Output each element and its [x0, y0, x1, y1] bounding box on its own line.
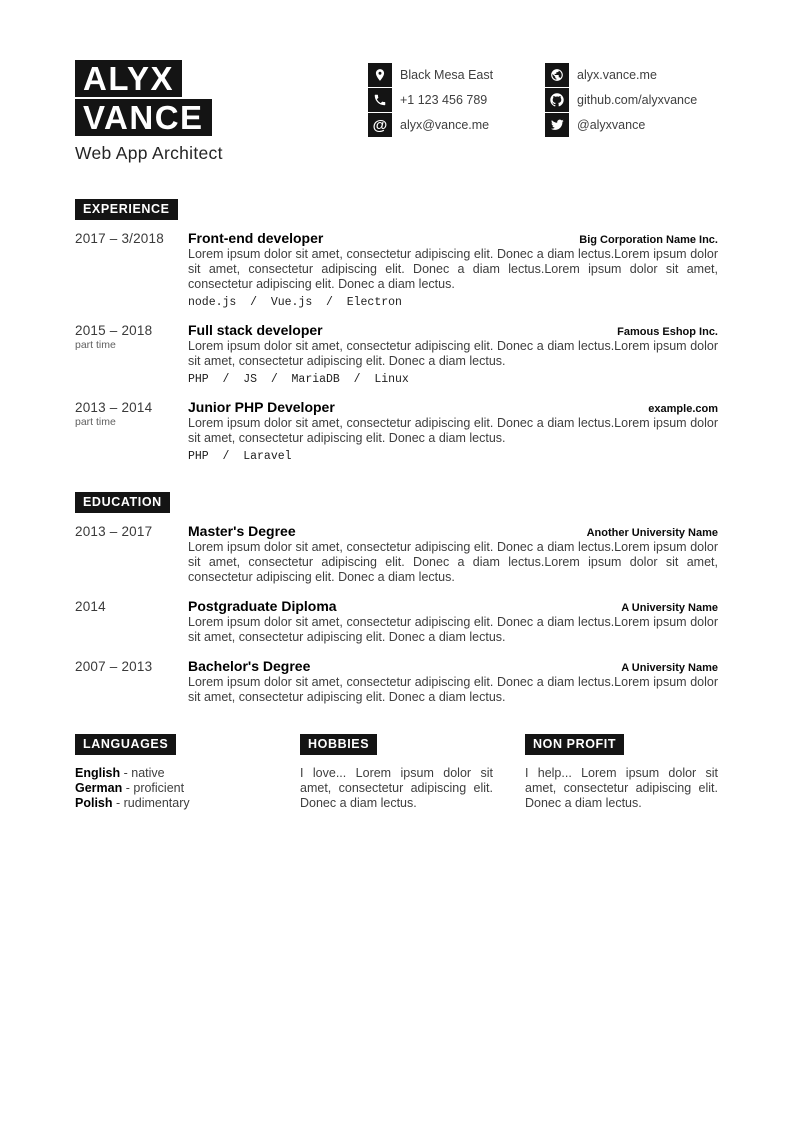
entry-skill-tags: PHP / JS / MariaDB / Linux — [188, 373, 409, 386]
last-name: VANCE — [75, 99, 212, 136]
entry-main — [188, 598, 718, 645]
twitter-text[interactable]: @alyxvance — [577, 118, 646, 132]
experience-entry — [75, 399, 718, 463]
bottom-sections — [75, 734, 718, 811]
nonprofit-section — [525, 734, 718, 811]
twitter-icon — [545, 113, 569, 137]
language-item — [75, 796, 268, 811]
entry-date-column — [75, 523, 188, 585]
website-text[interactable]: alyx.vance.me — [577, 68, 657, 82]
language-level: - native — [123, 766, 165, 780]
entry-description: Lorem ipsum dolor sit amet, consectetur adipiscing elit. Donec a diam lectus.Lorem ipsum dolor sit amet, consectetur adipiscing elit. Donec a diam lectus.Lorem ipsum dolor sit amet, consectetur adipiscing elit. Donec a diam lectus. — [188, 540, 718, 584]
entry-date: 2007 – 2013 — [75, 659, 153, 674]
language-name: English — [75, 766, 121, 780]
entry-date: 2015 – 2018 — [75, 323, 153, 338]
entry-date-column — [75, 322, 188, 386]
hobbies-section — [300, 734, 493, 811]
languages-list — [75, 766, 268, 811]
entry-description: Lorem ipsum dolor sit amet, consectetur adipiscing elit. Donec a diam lectus.Lorem ipsum dolor sit amet, consectetur adipiscing elit. Donec a diam lectus. — [188, 339, 718, 368]
entry-description: Lorem ipsum dolor sit amet, consectetur adipiscing elit. Donec a diam lectus.Lorem ipsum dolor sit amet, consectetur adipiscing elit. Donec a diam lectus. — [188, 416, 718, 445]
entry-skill-tags: PHP / Laravel — [188, 450, 292, 463]
experience-entry — [75, 322, 718, 386]
entry-organization: Another University Name — [586, 527, 718, 539]
education-section — [75, 492, 718, 705]
entry-date: 2013 – 2014 — [75, 400, 153, 415]
entry-skill-tags: node.js / Vue.js / Electron — [188, 296, 402, 309]
contact-email — [368, 113, 545, 137]
entry-note: part time — [75, 339, 116, 351]
language-item — [75, 766, 268, 781]
header — [75, 60, 718, 164]
entry-description: Lorem ipsum dolor sit amet, consectetur adipiscing elit. Donec a diam lectus.Lorem ipsum dolor sit amet, consectetur adipiscing elit. Donec a diam lectus.Lorem ipsum dolor sit amet, consectetur adipiscing elit. Donec a diam lectus. — [188, 247, 718, 291]
globe-icon — [545, 63, 569, 87]
language-name: Polish — [75, 796, 113, 810]
name-block — [75, 60, 368, 164]
entry-date: 2017 – 3/2018 — [75, 231, 164, 246]
contact-location — [368, 63, 545, 87]
hobbies-heading: HOBBIES — [300, 734, 377, 755]
language-item — [75, 781, 268, 796]
education-entry — [75, 523, 718, 585]
language-level: - proficient — [125, 781, 185, 795]
location-text: Black Mesa East — [400, 68, 494, 82]
contact-column-2 — [545, 60, 722, 138]
github-icon — [545, 88, 569, 112]
education-heading: EDUCATION — [75, 492, 170, 513]
languages-section — [75, 734, 268, 811]
github-text[interactable]: github.com/alyxvance — [577, 93, 698, 107]
email-text[interactable]: alyx@vance.me — [400, 118, 490, 132]
entry-title: Master's Degree — [188, 523, 296, 539]
contact-twitter — [545, 113, 722, 137]
job-title: Web App Architect — [75, 143, 223, 163]
phone-icon — [368, 88, 392, 112]
entry-date-column — [75, 598, 188, 645]
entry-main — [188, 322, 718, 386]
at-icon: @ — [368, 113, 392, 137]
entry-title: Bachelor's Degree — [188, 658, 311, 674]
languages-heading: LANGUAGES — [75, 734, 176, 755]
education-entry — [75, 658, 718, 705]
entry-date-column — [75, 658, 188, 705]
nonprofit-heading: NON PROFIT — [525, 734, 624, 755]
entry-title: Front-end developer — [188, 230, 324, 246]
entry-organization: Famous Eshop Inc. — [617, 326, 718, 338]
language-name: German — [75, 781, 123, 795]
entry-date: 2013 – 2017 — [75, 524, 153, 539]
entry-title: Full stack developer — [188, 322, 323, 338]
education-entry — [75, 598, 718, 645]
entry-date-column — [75, 399, 188, 463]
entry-date-column — [75, 230, 188, 309]
experience-entry — [75, 230, 718, 309]
phone-text: +1 123 456 789 — [400, 93, 488, 107]
entry-description: Lorem ipsum dolor sit amet, consectetur adipiscing elit. Donec a diam lectus.Lorem ipsum dolor sit amet, consectetur adipiscing elit. Donec a diam lectus. — [188, 675, 718, 704]
entry-main — [188, 399, 718, 463]
entry-title: Postgraduate Diploma — [188, 598, 337, 614]
contact-github — [545, 88, 722, 112]
experience-heading: EXPERIENCE — [75, 199, 178, 220]
entry-organization: A University Name — [621, 602, 718, 614]
entry-title: Junior PHP Developer — [188, 399, 335, 415]
entry-note: part time — [75, 416, 116, 428]
first-name: ALYX — [75, 60, 182, 97]
entry-organization: example.com — [648, 403, 718, 415]
contact-column-1 — [368, 60, 545, 138]
experience-section — [75, 199, 718, 463]
entry-organization: Big Corporation Name Inc. — [579, 234, 718, 246]
entry-main — [188, 523, 718, 585]
contact-website — [545, 63, 722, 87]
hobbies-text: I love... Lorem ipsum dolor sit amet, consectetur adipiscing elit. Donec a diam lectus. — [300, 766, 493, 810]
language-level: - rudimentary — [116, 796, 190, 810]
entry-date: 2014 — [75, 599, 106, 614]
entry-description: Lorem ipsum dolor sit amet, consectetur adipiscing elit. Donec a diam lectus.Lorem ipsum dolor sit amet, consectetur adipiscing elit. Donec a diam lectus. — [188, 615, 718, 644]
entry-main — [188, 230, 718, 309]
nonprofit-text: I help... Lorem ipsum dolor sit amet, consectetur adipiscing elit. Donec a diam lectus. — [525, 766, 718, 810]
entry-organization: A University Name — [621, 662, 718, 674]
location-pin-icon — [368, 63, 392, 87]
entry-main — [188, 658, 718, 705]
contact-phone — [368, 88, 545, 112]
